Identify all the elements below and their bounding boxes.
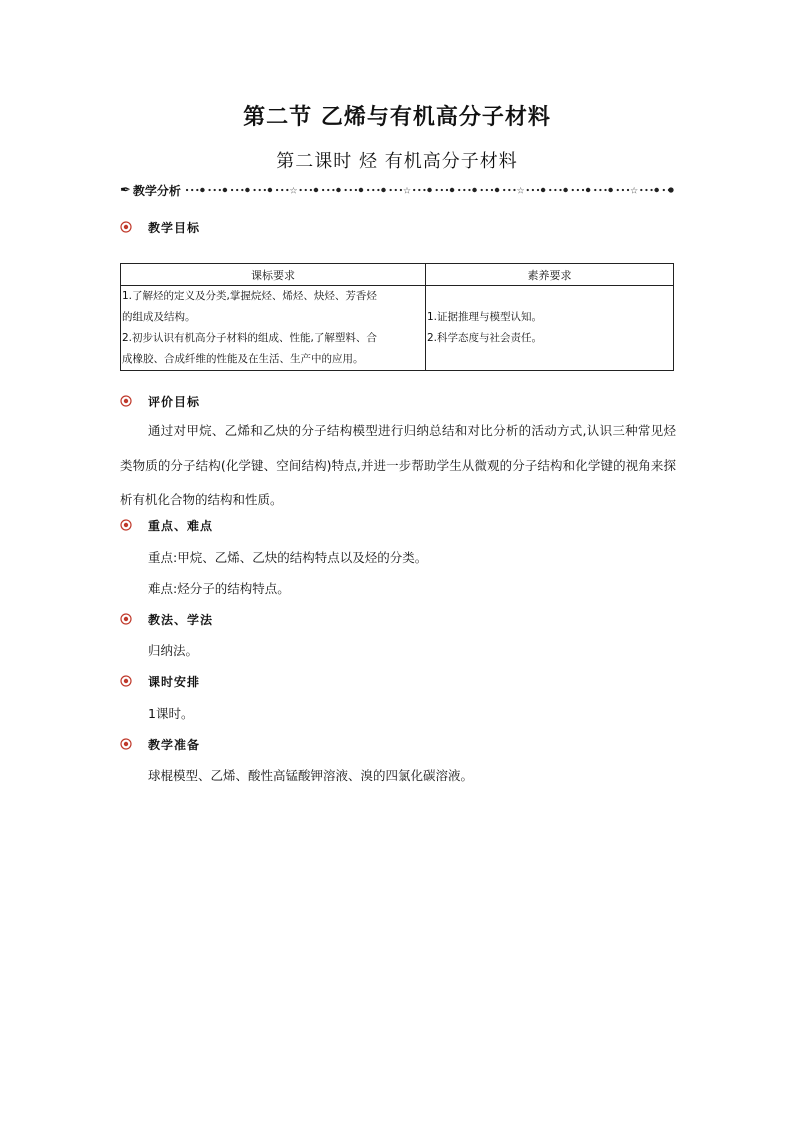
svg-text:☆: ☆ <box>289 186 298 197</box>
svg-text:☆: ☆ <box>402 186 412 197</box>
section-label: 教法、学法 <box>148 612 214 627</box>
schedule-text: 1课时。 <box>148 706 194 721</box>
target-circle-icon <box>120 675 132 687</box>
table-header-row <box>121 264 674 286</box>
preparation-text: 球棍模型、乙烯、酸性高锰酸钾溶液、溴的四氯化碳溶液。 <box>148 768 474 783</box>
section-key-points <box>120 516 213 534</box>
section-label: 评价目标 <box>148 394 201 409</box>
difficult-point-text: 难点:烃分子的结构特点。 <box>148 581 290 596</box>
target-circle-icon <box>120 221 132 233</box>
evaluation-paragraph: 通过对甲烷、乙烯和乙炔的分子结构模型进行归纳总结和对比分析的活动方式,认识三种常见烃类物质的分子结构(化学键、空间结构)特点,并进一步帮助学生从微观的分子结构和化学键的视角来探析有机化合物的结构和性质。 <box>120 423 676 507</box>
quill-pen-icon: ✒ <box>120 182 131 198</box>
section-label: 教学目标 <box>148 220 201 235</box>
key-point-text: 重点:甲烷、乙烯、乙炔的结构特点以及烃的分类。 <box>148 550 428 565</box>
decorative-dotted-line <box>184 183 675 197</box>
page-subtitle: 第二课时 烃 有机高分子材料 <box>276 151 518 172</box>
section-methods <box>120 610 213 628</box>
page-title: 第二节 乙烯与有机高分子材料 <box>243 105 551 130</box>
section-label: 课时安排 <box>148 674 201 689</box>
target-circle-icon <box>120 613 132 625</box>
curriculum-line: 的组成及结构。 <box>122 311 196 323</box>
section-label: 教学准备 <box>148 737 201 752</box>
goals-table <box>120 263 674 371</box>
section-schedule <box>120 672 200 690</box>
literacy-requirements-cell <box>426 286 674 371</box>
target-circle-icon <box>120 395 132 407</box>
table-header-curriculum: 课标要求 <box>121 264 426 286</box>
analysis-label: 教学分析 <box>132 183 181 198</box>
curriculum-line: 2.初步认识有机高分子材料的组成、性能,了解塑料、合 <box>122 332 377 344</box>
section-preparation <box>120 735 200 753</box>
section-label: 重点、难点 <box>148 518 214 533</box>
curriculum-requirements-cell <box>121 286 426 371</box>
target-circle-icon <box>120 519 132 531</box>
svg-text:☆: ☆ <box>516 186 525 197</box>
svg-text:☆: ☆ <box>629 186 639 197</box>
analysis-header <box>120 181 675 199</box>
curriculum-line: 成橡胶、合成纤维的性能及在生活、生产中的应用。 <box>122 353 364 365</box>
literacy-line: 1.证据推理与模型认知。 <box>427 311 543 323</box>
curriculum-line: 1.了解烃的定义及分类,掌握烷烃、烯烃、炔烃、芳香烃 <box>122 290 377 302</box>
table-row <box>121 286 674 371</box>
section-evaluation-goals <box>120 392 200 410</box>
section-teaching-goals <box>120 218 200 236</box>
method-text: 归纳法。 <box>148 643 199 658</box>
target-circle-icon <box>120 738 132 750</box>
table-header-literacy: 素养要求 <box>426 264 674 286</box>
literacy-line: 2.科学态度与社会责任。 <box>427 332 543 344</box>
